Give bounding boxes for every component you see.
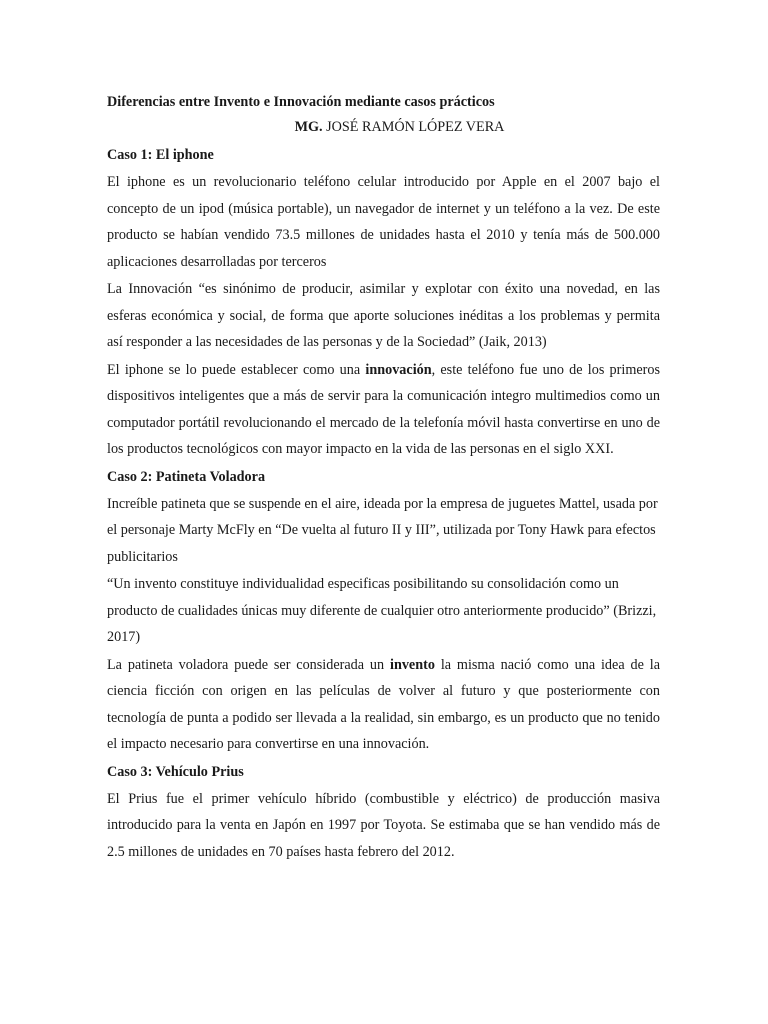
caso-1-p3-start: El iphone se lo puede establecer como una xyxy=(107,361,366,378)
caso-2-p3-start: La patineta voladora puede ser considerada un xyxy=(107,656,390,673)
caso-2-p3-bold: invento xyxy=(390,656,435,673)
document-author xyxy=(107,114,660,140)
caso-1-paragraph-3 xyxy=(107,357,660,463)
caso-1-p3-bold: innovación xyxy=(365,361,432,378)
caso-2-heading: Caso 2: Patineta Voladora xyxy=(107,468,266,485)
author-name: JOSÉ RAMÓN LÓPEZ VERA xyxy=(322,119,505,135)
caso-1-paragraph-2: La Innovación “es sinónimo de producir, asimilar y explotar con éxito una novedad, en las esferas económica y social, de forma que aporte soluciones inéditas a los problemas y permita así responder a las necesidades de las personas y de la Sociedad” (Jaik, 2013) xyxy=(107,281,660,350)
author-prefix: MG. xyxy=(294,119,323,135)
caso-2-paragraph-1: Increíble patineta que se suspende en el aire, ideada por la empresa de juguetes Mattel, usada por el personaje Marty McFly en “De vuelta al futuro II y III”, utilizada por Tony Hawk para efectos publicitarios xyxy=(107,495,658,565)
caso-2-paragraph-2: “Un invento constituye individualidad especificas posibilitando su consolidación como un producto de cualidades únicas muy diferente de cualquier otro anteriormente producido” (Brizzi, 2017) xyxy=(107,576,657,645)
document-title: Diferencias entre Invento e Innovación mediante casos prácticos xyxy=(107,94,495,110)
caso-2-paragraph-3 xyxy=(107,652,660,758)
caso-1-paragraph-1: El iphone es un revolucionario teléfono celular introducido por Apple en el 2007 bajo el concepto de un ipod (música portable), un navegador de internet y un teléfono a la vez. De este producto se habían vendido 73.5 millones de unidades hasta el 2010 y tenía más de 500.000 aplicaciones desarrolladas por terceros xyxy=(107,174,660,270)
caso-1-heading: Caso 1: El iphone xyxy=(107,147,214,163)
caso-1-p3-end: , este teléfono fue uno de los primeros dispositivos inteligentes que a más de servir para la comunicación integro multimedios como un computador portátil revolucionando el mercado de la telefonía móvil hasta convertirse en uno de los productos tecnológicos con mayor impacto en la vida de las personas en el siglo XXI. xyxy=(107,361,660,457)
document-body xyxy=(107,91,660,866)
caso-3-heading: Caso 3: Vehículo Prius xyxy=(107,763,244,780)
caso-2-p3-end: la misma nació como una idea de la ciencia ficción con origen en las películas de volver al futuro y que posteriormente con tecnología de punta a podido ser llevada a la realidad, sin embargo, es un producto que no tenido el impacto necesario para convertirse en una innovación. xyxy=(107,656,660,752)
caso-3-paragraph-1: El Prius fue el primer vehículo híbrido (combustible y eléctrico) de producción masiva introducido para la venta en Japón en 1997 por Toyota. Se estimaba que se han vendido más de 2.5 millones de unidades en 70 países hasta febrero del 2012. xyxy=(107,790,660,860)
